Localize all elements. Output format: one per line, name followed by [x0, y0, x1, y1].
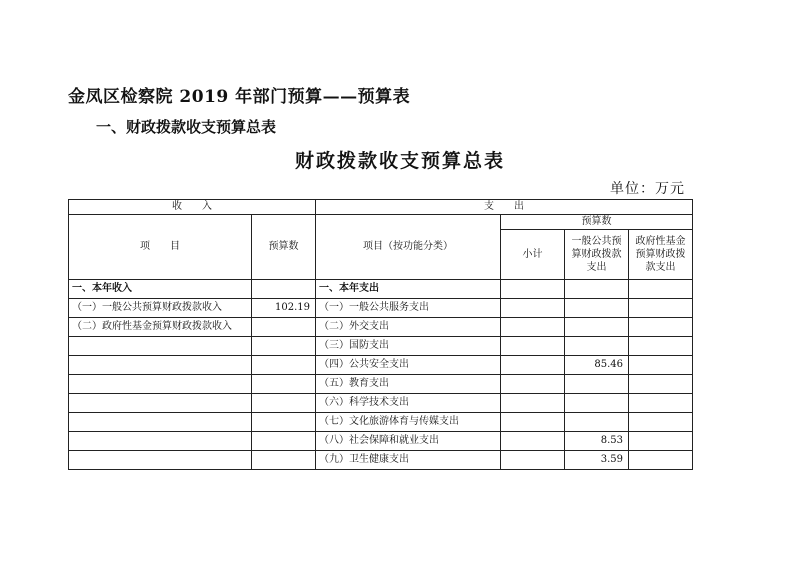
general-cell: 8.53: [565, 432, 629, 451]
page-title: 金凤区检察院 2019 年部门预算——预算表: [68, 87, 411, 107]
subtotal-cell: [501, 432, 565, 451]
general-cell: [565, 413, 629, 432]
col-fund-header: 政府性基金预算财政拨款支出: [629, 230, 693, 280]
income-cell: [69, 337, 252, 356]
income-amount-cell: [252, 451, 316, 470]
general-cell: [565, 280, 629, 299]
expense-cell: （四）公共安全支出: [316, 356, 501, 375]
general-cell: [565, 337, 629, 356]
income-amount-cell: 102.19: [252, 299, 316, 318]
expense-cell: （八）社会保障和就业支出: [316, 432, 501, 451]
expense-cell: （六）科学技术支出: [316, 394, 501, 413]
income-cell: [69, 413, 252, 432]
fund-cell: [629, 299, 693, 318]
income-amount-cell: [252, 375, 316, 394]
expense-header: 支 出: [316, 200, 693, 215]
fund-cell: [629, 356, 693, 375]
subtotal-cell: [501, 394, 565, 413]
subtotal-cell: [501, 375, 565, 394]
fund-cell: [629, 280, 693, 299]
income-amount-cell: [252, 280, 316, 299]
subtotal-cell: [501, 451, 565, 470]
subtotal-cell: [501, 356, 565, 375]
fund-cell: [629, 413, 693, 432]
fund-cell: [629, 318, 693, 337]
income-cell: [69, 432, 252, 451]
income-cell: （一）一般公共预算财政拨款收入: [69, 299, 252, 318]
budget-table: [68, 199, 693, 470]
fund-cell: [629, 375, 693, 394]
income-header: 收 入: [69, 200, 316, 215]
subtotal-cell: [501, 337, 565, 356]
subtotal-cell: [501, 280, 565, 299]
general-cell: [565, 394, 629, 413]
col-budget-header: 预算数: [252, 215, 316, 280]
income-cell: [69, 375, 252, 394]
col-budget-group-header: 预算数: [501, 215, 693, 230]
income-cell: （二）政府性基金预算财政拨款收入: [69, 318, 252, 337]
income-amount-cell: [252, 394, 316, 413]
table-row: [69, 451, 693, 470]
col-subtotal-header: 小计: [501, 230, 565, 280]
col-func-item-header: 项目（按功能分类）: [316, 215, 501, 280]
fund-cell: [629, 451, 693, 470]
table-row: [69, 318, 693, 337]
col-general-header: 一般公共预算财政拨款支出: [565, 230, 629, 280]
general-cell: [565, 299, 629, 318]
income-amount-cell: [252, 318, 316, 337]
expense-cell: （一）一般公共服务支出: [316, 299, 501, 318]
fund-cell: [629, 432, 693, 451]
expense-cell: 一、本年支出: [316, 280, 501, 299]
expense-cell: （七）文化旅游体育与传媒支出: [316, 413, 501, 432]
unit-label: 单位：万元: [610, 181, 685, 197]
subtotal-cell: [501, 299, 565, 318]
subtotal-cell: [501, 318, 565, 337]
income-cell: [69, 356, 252, 375]
general-cell: [565, 375, 629, 394]
header-row-top: [69, 200, 693, 215]
expense-cell: （五）教育支出: [316, 375, 501, 394]
table-row: [69, 299, 693, 318]
table-row: [69, 337, 693, 356]
header-row-mid: [69, 215, 693, 230]
income-cell: 一、本年收入: [69, 280, 252, 299]
section-heading: 一、财政拨款收支预算总表: [96, 118, 277, 136]
expense-cell: （二）外交支出: [316, 318, 501, 337]
col-item-header: 项 目: [69, 215, 252, 280]
income-cell: [69, 451, 252, 470]
subtotal-cell: [501, 413, 565, 432]
income-amount-cell: [252, 432, 316, 451]
income-amount-cell: [252, 337, 316, 356]
expense-cell: （九）卫生健康支出: [316, 451, 501, 470]
table-row: [69, 394, 693, 413]
general-cell: 85.46: [565, 356, 629, 375]
table-row: [69, 432, 693, 451]
income-amount-cell: [252, 356, 316, 375]
table-title: 财政拨款收支预算总表: [294, 150, 505, 172]
income-amount-cell: [252, 413, 316, 432]
general-cell: 3.59: [565, 451, 629, 470]
table-row: [69, 413, 693, 432]
expense-cell: （三）国防支出: [316, 337, 501, 356]
income-cell: [69, 394, 252, 413]
general-cell: [565, 318, 629, 337]
fund-cell: [629, 394, 693, 413]
table-row: [69, 356, 693, 375]
fund-cell: [629, 337, 693, 356]
table-row: [69, 280, 693, 299]
table-row: [69, 375, 693, 394]
